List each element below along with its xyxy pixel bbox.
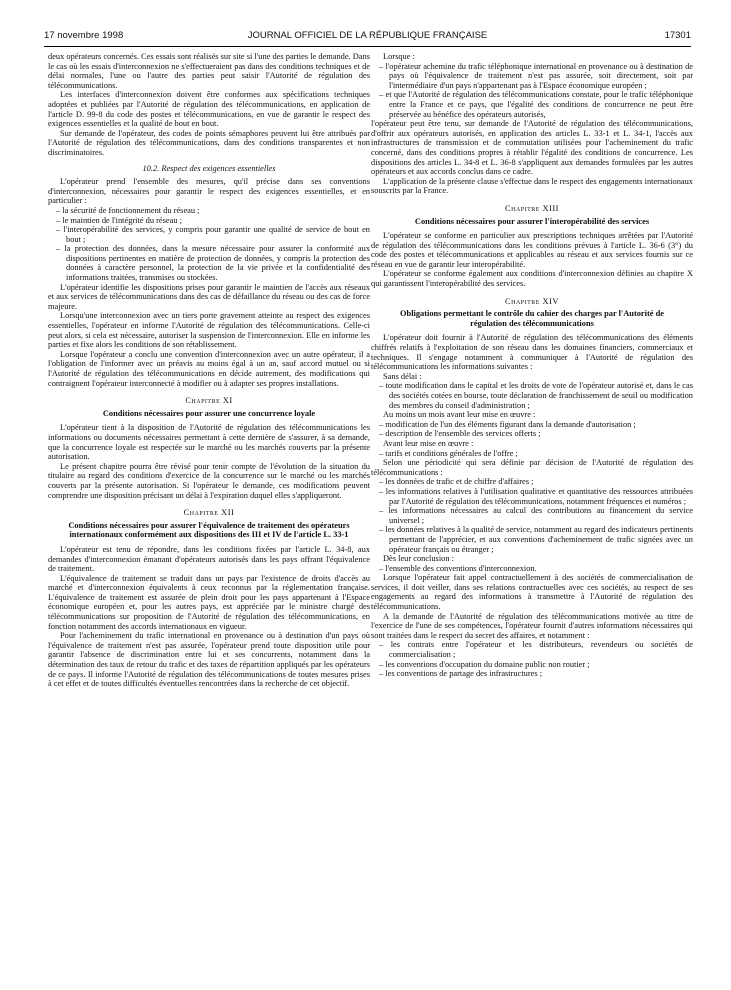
list-item: – les données relatives à la qualité de service, notamment au regard des indicateurs pertinents permettant de l'apprécier, et aux conventions d'acheminement de trafic signées avec un opérateur français ou étranger ; xyxy=(379,525,693,554)
chapter-label: Chapitre XIII xyxy=(505,203,559,213)
issue-date: 17 novembre 1998 xyxy=(44,30,124,41)
paragraph: A la demande de l'Autorité de régulation des télécommunications motivée au titre de l'exercice de l'une de ses compétences, l'opérateur fournit d'autres informations nécessaires qui sont traitées dans le respect du secret des affaires, et notamment : xyxy=(371,611,693,640)
paragraph: Lorsqu'une interconnexion avec un tiers porte gravement atteinte au respect des exigences essentielles, l'opérateur en informe l'Autorité de régulation des télécommunications. Celle-ci peut alors, si cela est nécessaire, autoriser la suspension de l'interconnexion. Elle en informe les parties et fixe alors les conditions de son rétablissement. xyxy=(48,311,370,350)
list-item: – les conventions de partage des infrastructures ; xyxy=(379,669,543,679)
list-item: – les données de trafic et de chiffre d'affaires ; xyxy=(379,477,534,487)
paragraph: L'opérateur prend l'ensemble des mesures, qu'il précise dans ses conventions d'interconnexion, nécessaires pour garantir le respect des exigences essentielles, et en particulier : xyxy=(48,177,370,206)
section-heading: 10.2. Respect des exigences essentielles xyxy=(142,163,276,173)
paragraph: Les interfaces d'interconnexion doivent être conformes aux spécifications techniques adoptées et publiées par l'Autorité de régulation des télécommunications, en application de l'article D. 99-8 du code des postes et télécommunications, en vue de garantir le respect des exigences essentielles et la qualité de bout en bout. xyxy=(48,90,370,129)
page-number: 17301 xyxy=(664,30,691,41)
list-item: – et que l'Autorité de régulation des télécommunications constate, pour le trafic téléphonique entre la France et ce pays, que l'égalité des conditions de concurrence ne peut être préservée au bénéfice des opérateurs autorisés, xyxy=(379,90,693,119)
header-rule xyxy=(44,46,691,47)
paragraph: L'opérateur est tenu de répondre, dans les conditions fixées par l'article L. 34-8, aux demandes d'interconnexion émanant d'opérateurs autorisés dans les pays offrant l'équivalence de traitement. xyxy=(48,544,370,574)
chapter-label: Chapitre XI xyxy=(185,396,233,406)
list-item: – les conventions d'occupation du domaine public non routier ; xyxy=(379,659,590,669)
journal-title: JOURNAL OFFICIEL DE LA RÉPUBLIQUE FRANÇAISE xyxy=(247,30,488,41)
paragraph: L'application de la présente clause s'effectue dans le respect des engagements internationaux souscrits par la France. xyxy=(371,176,693,196)
left-column xyxy=(48,52,370,689)
list-item: – le maintien de l'intégrité du réseau ; xyxy=(56,215,182,225)
paragraph: l'opérateur peut être tenu, sur demande de l'Autorité de régulation des télécommunications, d'offrir aux opérateurs autorisés, en application des articles L. 33-1 et L. 34-1, l'accès aux infrastructures de transmission et de commutation utilisées pour l'acheminement du trafic concerné, dans des conditions propres à rétablir l'égalité des conditions de concurrence. Les dispositions des articles L. 34-8 et L. 36-8 s'appliquent aux demandes formulées par les autres opérateurs et aux accords conclus dans ce cadre. xyxy=(371,119,693,177)
list-item: – la sécurité de fonctionnement du réseau ; xyxy=(56,205,200,215)
list-item: – modification de l'un des éléments figurant dans la demande d'autorisation ; xyxy=(379,419,636,429)
chapter-label: Chapitre XIV xyxy=(505,296,559,306)
paragraph: Le présent chapitre pourra être révisé pour tenir compte de l'évolution de la situation du titulaire au regard des conditions d'exercice de la concurrence sur le marché ou les marchés couverts par la présente autorisation. Si l'opérateur le demande, ces modifications peuvent comprendre une disposition précisant un délai à l'expiration duquel elles s'appliqueront. xyxy=(48,461,370,500)
paragraph: deux opérateurs concernés. Ces essais sont réalisés sur site si l'une des parties le demande. Dans le cas où les essais d'interconnexion ne s'effectueraient pas dans des conditions techniques et de délai normales, l'une ou l'autre des parties peut saisir l'Autorité de régulation des télécommunications. xyxy=(48,52,370,90)
list-item: – l'opérateur achemine du trafic téléphonique international en provenance ou à destination de pays où l'équivalence de traitement n'est pas assurée, soit directement, soit par l'intermédiaire d'un pays n'appartenant pas à l'Espace économique européen ; xyxy=(379,61,693,90)
paragraph: Sur demande de l'opérateur, des codes de points sémaphores peuvent lui être attribués par l'Autorité de régulation des télécommunications, dans des conditions transparentes et non discriminatoires. xyxy=(48,128,370,157)
paragraph: L'opérateur doit fournir à l'Autorité de régulation des télécommunications des éléments chiffrés relatifs à l'exploitation de son réseau dans les domaines financiers, commerciaux et techniques. Il s'engage notamment à communiquer à l'Autorité de régulation des télécommunications les informations suivantes : xyxy=(371,333,693,372)
paragraph: L'équivalence de traitement se traduit dans un pays par l'existence de droits d'accès au marché et d'interconnexion équivalents à ceux reconnus par la réglementation française. L'équivalence de traitement est assurée de plein droit pour les pays appartenant à l'Espace économique européen et, pour les autres pays, est appréciée par le ministre chargé des télécommunications sur proposition de l'Autorité de régulation des télécommunications, en fonction notamment des accords internationaux en vigueur. xyxy=(48,573,370,631)
paragraph: L'opérateur se conforme également aux conditions d'interconnexion définies au chapitre X qui garantissent l'interopérabilité des services. xyxy=(371,269,693,289)
paragraph: Dès leur conclusion : xyxy=(383,554,454,564)
list-item: – les informations nécessaires au calcul des contributions au financement du service universel ; xyxy=(379,506,693,525)
paragraph: L'opérateur se conforme en particulier aux prescriptions techniques arrêtées par l'Autorité de régulation des télécommunications dans les conditions prévues à l'article L. 36-6 (3°) du code des postes et télécommunications et applicables au réseau et aux services fournis sur ce réseau en vue de garantir leur interopérabilité. xyxy=(371,231,693,269)
chapter-title: Conditions nécessaires pour assurer l'interopérabilité des services xyxy=(414,216,650,226)
list-item: – la protection des données, dans la mesure nécessaire pour assurer la conformité aux dispositions pertinentes en matière de protection de données, y compris la protection des données à caractère personnel, la protection de la vie privée et la confidentialité des informations traitées, transmises ou stockées. xyxy=(56,244,370,283)
right-column xyxy=(371,52,693,679)
list-item: – description de l'ensemble des services offerts ; xyxy=(379,429,541,439)
list-item: – les informations relatives à l'utilisation qualitative et quantitative des ressources attribuées par l'Autorité de régulation des télécommunications, notamment fréquences et numéros ; xyxy=(379,486,693,506)
chapter-title: Obligations permettant le contrôle du cahier des charges par l'Autorité de régulation des télécommunications xyxy=(400,309,664,328)
paragraph: L'opérateur identifie les dispositions prises pour garantir le maintien de l'accès aux réseaux et aux services de télécommunications dans des cas de défaillance du réseau ou des cas de force majeure. xyxy=(48,282,370,311)
paragraph: Au moins un mois avant leur mise en œuvre : xyxy=(383,410,536,420)
list-item: – les contrats entre l'opérateur et les distributeurs, revendeurs ou sociétés de commercialisation ; xyxy=(379,640,693,660)
paragraph: L'opérateur tient à la disposition de l'Autorité de régulation des télécommunications les informations ou documents nécessaires permettant à cette dernière de s'assurer, à sa demande, que la concurrence loyale est respectée sur le marché ou les marchés couverts par la présente autorisation. xyxy=(48,423,370,462)
paragraph: Pour l'acheminement du trafic international en provenance ou à destination d'un pays où l'équivalence de traitement n'est pas assurée, l'opérateur prend toute disposition utile pour garantir l'absence de discrimination entre lui et ses concurrents, notamment dans la détermination des taux de retour du trafic et des taxes de répartition appliqués par les opérateurs de ce pays. Il informe l'Autorité de régulation des télécommunications de toutes mesures prises à cet effet et de toutes difficultés éventuelles rencontrées dans la recherche de cet objectif. xyxy=(48,631,370,689)
paragraph: Lorsque l'opérateur fait appel contractuellement à des sociétés de commercialisation de services, il doit veiller, dans ses relations contractuelles avec ces sociétés, au respect de ses engagements au regard des informations à transmettre à l'Autorité de régulation des télécommunications. xyxy=(371,573,693,612)
paragraph: Lorsque l'opérateur a conclu une convention d'interconnexion avec un autre opérateur, il a l'obligation de l'informer avec un préavis au moins égal à un an, sauf accord mutuel ou si l'Autorité de régulation des télécommunications en décide autrement, des modifications qui contraignent l'opérateur interconnecté à modifier ou à adapter ses propres installations. xyxy=(48,349,370,388)
paragraph: Selon une périodicité qui sera définie par décision de l'Autorité de régulation des télécommunications : xyxy=(371,458,693,477)
list-item: – tarifs et conditions générales de l'offre ; xyxy=(379,448,518,458)
chapter-title: Conditions nécessaires pour assurer une concurrence loyale xyxy=(102,408,316,418)
list-item: – l'interopérabilité des services, y compris pour garantir une qualité de service de bout en bout ; xyxy=(56,225,370,244)
paragraph: Lorsque : xyxy=(383,52,415,61)
paragraph: Avant leur mise en œuvre : xyxy=(383,438,474,448)
paragraph: Sans délai : xyxy=(383,371,422,381)
list-item: – l'ensemble des conventions d'interconnexion. xyxy=(379,563,537,573)
chapter-title: Conditions nécessaires pour assurer l'équivalence de traitement des opérateurs internationaux conformément aux dispositions des III et IV de l'article L. 33-1 xyxy=(68,520,350,540)
list-item: – toute modification dans le capital et les droits de vote de l'opérateur autorisé et, dans le cas des sociétés cotées en bourse, toute déclaration de franchissement de seuil ou modification des membres du conseil d'administration ; xyxy=(379,381,693,410)
chapter-label: Chapitre XII xyxy=(183,508,235,518)
page-header xyxy=(44,30,691,46)
